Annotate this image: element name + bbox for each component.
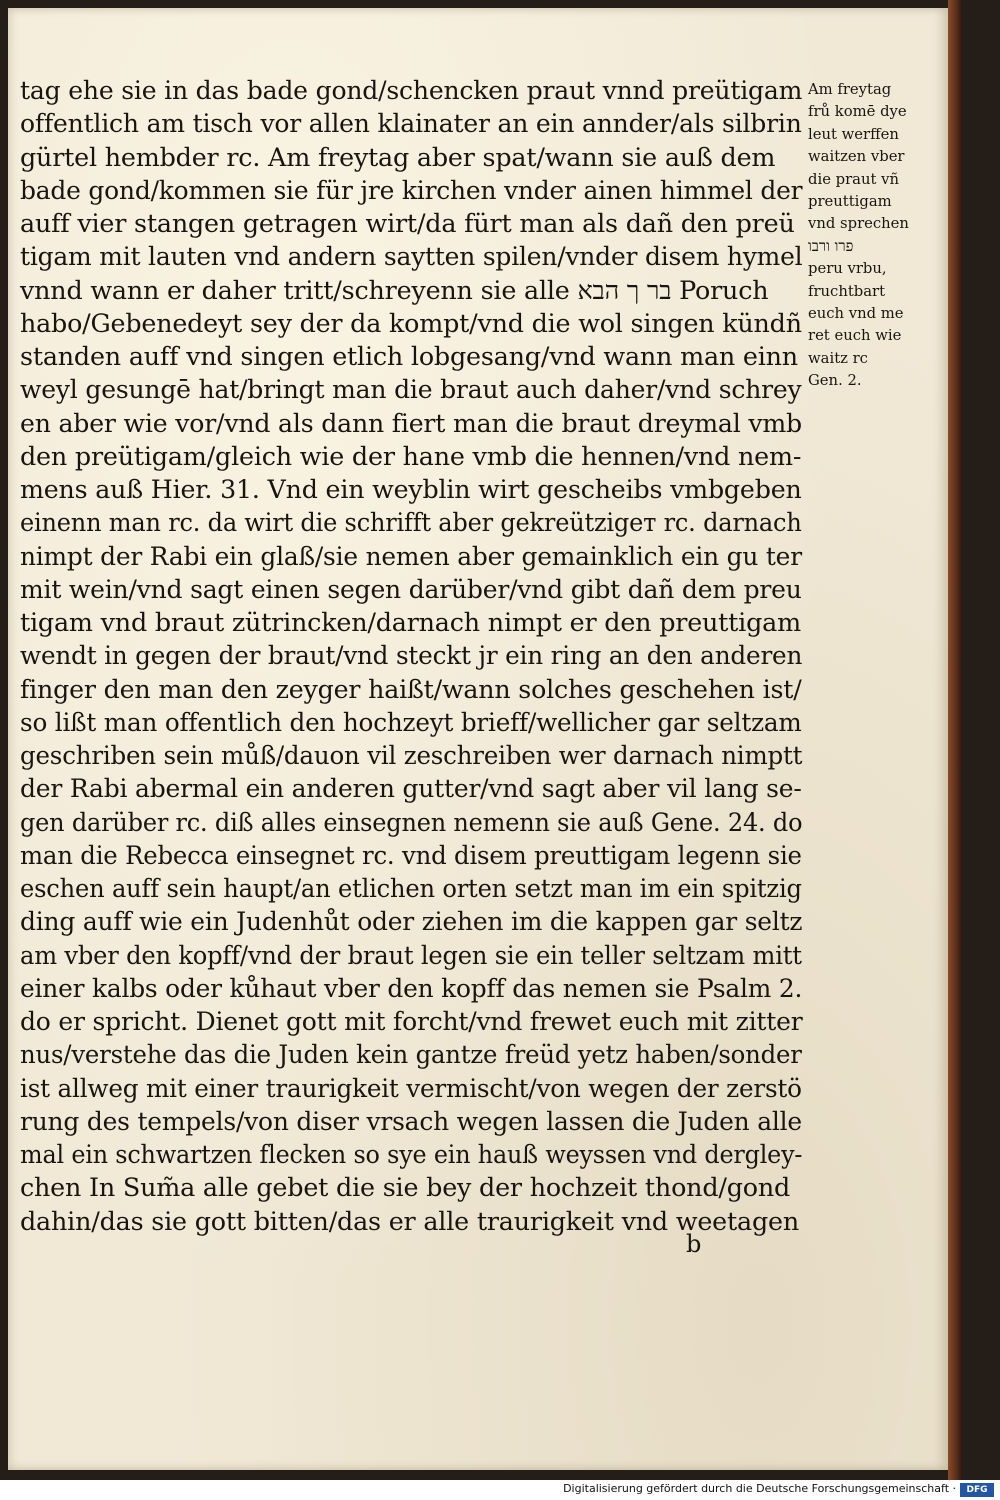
text-line: mit wein/vnd sagt einen segen darüber/vnd gibt dañ dem preu: [20, 573, 802, 604]
text-line: tigam mit lauten vnd andern saytten spilen/vnder disem hymel: [20, 241, 803, 272]
margin-note-line: peru vrbu,: [808, 259, 887, 278]
margin-note-line: leut werffen: [808, 124, 899, 143]
text-line: weyl gesungē hat/bringt man die braut auch daher/vnd schrey: [20, 374, 802, 405]
text-line: einenn man rc. da wirt die schrifft aber gekreützigeт rc. darnach: [20, 507, 802, 538]
text-line: en aber wie vor/vnd als dann fiert man die braut dreymal vmb: [20, 407, 802, 438]
text-line: am vber den kopff/vnd der braut legen sie ein teller seltzam mitt: [20, 939, 802, 970]
text-line: wendt in gegen der braut/vnd steckt jr ein ring an den anderen: [20, 640, 803, 671]
margin-note-line: ret euch wie: [808, 326, 902, 345]
text-line: ist allweg mit einer traurigkeit vermischt/von wegen der zerstö: [20, 1072, 802, 1103]
signature-mark: b: [686, 1230, 702, 1258]
text-line: tigam vnd braut zütrincken/darnach nimpt er den preuttigam: [20, 607, 801, 637]
text-line: der Rabi abermal ein anderen gutter/vnd sagt aber vil lang se-: [20, 773, 802, 804]
text-line: habo/Gebenedeyt sey der da kompt/vnd die wol singen kündñ: [20, 307, 802, 338]
text-line: eschen auff sein haupt/an etlichen orten setzt man im ein spitzig: [20, 873, 802, 903]
text-line: standen auff vnd singen etlich lobgesang/vnd wann man einn: [20, 341, 798, 371]
main-text-block: [20, 74, 802, 1238]
margin-notes: [808, 78, 944, 392]
text-line: rung des tempels/von diser vrsach wegen lassen die Juden alle: [20, 1105, 802, 1136]
footer-credit: Digitalisierung gefördert durch die Deutsche Forschungsgemeinschaft ·: [563, 1482, 956, 1495]
text-line: do er spricht. Dienet gott mit forcht/vnd frewet euch mit zitter: [20, 1006, 803, 1036]
text-line: tag ehe sie in das bade gond/schencken praut vnnd preütigam: [20, 75, 803, 105]
text-line: man die Rebecca einsegnet rc. vnd disem preuttigam legenn sie: [20, 839, 802, 870]
footer-bar: [0, 1480, 1000, 1500]
margin-note-line: waitz rc: [808, 348, 868, 367]
margin-note-line: die praut vñ: [808, 169, 900, 188]
margin-note-line: euch vnd me: [808, 304, 904, 323]
margin-note-line: פרו ורבו: [808, 236, 854, 255]
margin-note-line: frů komē dye: [808, 102, 907, 121]
margin-note-line: waitzen vber: [808, 147, 905, 166]
text-line: nimpt der Rabi ein glaß/sie nemen aber gemainklich ein gu ter: [20, 540, 802, 571]
text-line: einer kalbs oder kůhaut vber den kopff das nemen sie Psalm 2.: [20, 972, 803, 1003]
margin-note-line: vnd sprechen: [808, 214, 909, 233]
text-line: finger den man den zeyger haißt/wann solches geschehen ist/: [20, 673, 802, 704]
margin-note-line: Gen. 2.: [808, 371, 862, 390]
dfg-logo: DFG: [960, 1483, 994, 1497]
page-edge: [948, 0, 962, 1480]
text-line: offentlich am tisch vor allen klainater an ein annder/als silbrin: [20, 108, 802, 139]
margin-note-line: fruchtbart: [808, 281, 886, 300]
text-line: gen darüber rc. diß alles einsegnen nemenn sie auß Gene. 24. do: [20, 806, 803, 837]
text-line: mens auß Hier. 31. Vnd ein weyblin wirt gescheibs vmbgeben: [20, 474, 802, 504]
text-line: bade gond/kommen sie für jre kirchen vnder ainen himmel der: [20, 174, 803, 205]
text-line: geschriben sein můß/dauon vil zeschreiben wer darnach nimptt: [20, 740, 803, 770]
text-line: ding auff wie ein Judenhůt oder ziehen im die kappen gar seltz: [20, 906, 803, 937]
text-line: den preütigam/gleich wie der hane vmb die hennen/vnd nem-: [20, 440, 802, 471]
text-line: chen In Sum̃a alle gebet die sie bey der hochzeit thond/gond: [20, 1172, 791, 1203]
text-line: auff vier stangen getragen wirt/da fürt man als dañ den preü: [20, 208, 795, 238]
text-line: gürtel hembder rc. Am freytag aber spat/wann sie auß dem: [20, 141, 776, 172]
text-line: dahin/das sie gott bitten/das er alle traurigkeit vnd weetagen: [20, 1205, 799, 1236]
margin-note-line: preuttigam: [808, 192, 892, 211]
text-line: so lißt man offentlich den hochzeyt brieff/wellicher gar seltzam: [20, 706, 802, 737]
text-line: mal ein schwartzen flecken so sye ein hauß weyssen vnd dergley-: [20, 1139, 803, 1169]
margin-note-line: Am freytag: [808, 80, 892, 98]
text-line: nus/verstehe das die Juden kein gantze freüd yetz haben/sonder: [20, 1039, 802, 1070]
text-line: vnnd wann er daher tritt/schreyenn sie alle בר ך הבא Poruch: [20, 274, 769, 305]
